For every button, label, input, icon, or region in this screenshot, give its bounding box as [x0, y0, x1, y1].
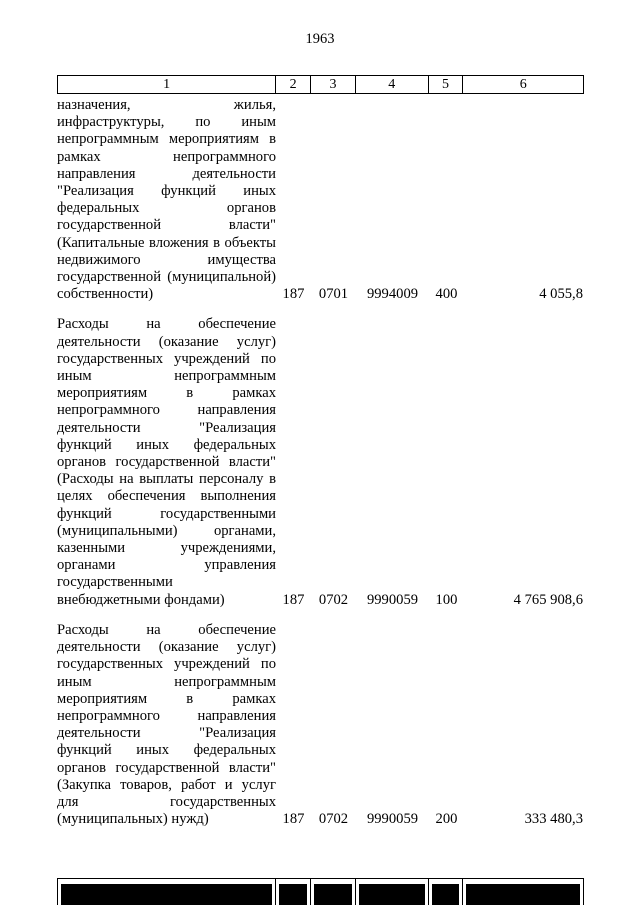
- article-cell: 9994009: [366, 286, 419, 303]
- cutoff-cell: [356, 879, 429, 905]
- article-cell: 9990059: [366, 591, 419, 608]
- type-cell: 100: [435, 591, 458, 608]
- header-cell-4: 4: [356, 76, 429, 93]
- cutoff-text-bar: [359, 884, 425, 905]
- code-cell: 187: [282, 811, 305, 828]
- cutoff-text-bar: [61, 884, 272, 905]
- cutoff-text-bar: [314, 884, 352, 905]
- type-cell: 400: [435, 286, 458, 303]
- header-cell-5: 5: [429, 76, 464, 93]
- cutoff-text-bar: [466, 884, 580, 905]
- page-number: 1963: [305, 31, 335, 47]
- cutoff-cell: [463, 879, 583, 905]
- cutoff-cell: [429, 879, 464, 905]
- cutoff-cell: [58, 879, 276, 905]
- expense-name-cell: Расходы на обеспечение деятельности (оказание услуг) государственных учреждений по иным непрограммным мероприятиям в рамках непрограммного направления деятельности "Реализация функций иных федеральных органов государственной власти" (Расходы на выплаты персоналу в целях обеспечения выполнения функций государственными (муниципальными) органами, казенными учреждениями, органами управления государственными внебюджетными фондами): [57, 316, 276, 608]
- code-cell: 187: [282, 286, 305, 303]
- cutoff-cell: [276, 879, 311, 905]
- header-cell-3: 3: [311, 76, 356, 93]
- cutoff-cell: [311, 879, 356, 905]
- table-row: [57, 316, 584, 608]
- header-cell-6: 6: [519, 77, 527, 92]
- amount-cell: 333 480,3: [524, 811, 583, 828]
- amount-cell: 4 055,8: [539, 286, 583, 303]
- section-cell: 0702: [318, 811, 349, 828]
- table-header-row: [57, 75, 584, 94]
- cutoff-text-bar: [432, 884, 460, 905]
- amount-cell: 4 765 908,6: [513, 591, 583, 608]
- table-row: [57, 97, 584, 303]
- section-cell: 0701: [318, 286, 349, 303]
- table-row: [57, 622, 584, 828]
- article-cell: 9990059: [366, 811, 419, 828]
- code-cell: 187: [282, 591, 305, 608]
- next-table-row-cutoff: [57, 878, 584, 905]
- cutoff-text-bar: [279, 884, 307, 905]
- header-cell-1: 1: [58, 76, 276, 93]
- expense-name-cell: назначения, жилья, инфраструктуры, по иным непрограммным мероприятиям в рамках непрограммного направления деятельности "Реализация функций иных федеральных органов государственной власти" (Капитальные вложения в объекты недвижимого имущества государственной (муниципальной) собственности): [57, 97, 276, 303]
- budget-table: [57, 75, 584, 828]
- section-cell: 0702: [318, 591, 349, 608]
- header-cell-2: 2: [276, 76, 311, 93]
- type-cell: 200: [435, 811, 458, 828]
- expense-name-cell: Расходы на обеспечение деятельности (оказание услуг) государственных учреждений по иным непрограммным мероприятиям в рамках непрограммного направления деятельности "Реализация функций иных федеральных органов государственной власти" (Закупка товаров, работ и услуг для государственных (муниципальных) нужд): [57, 621, 276, 828]
